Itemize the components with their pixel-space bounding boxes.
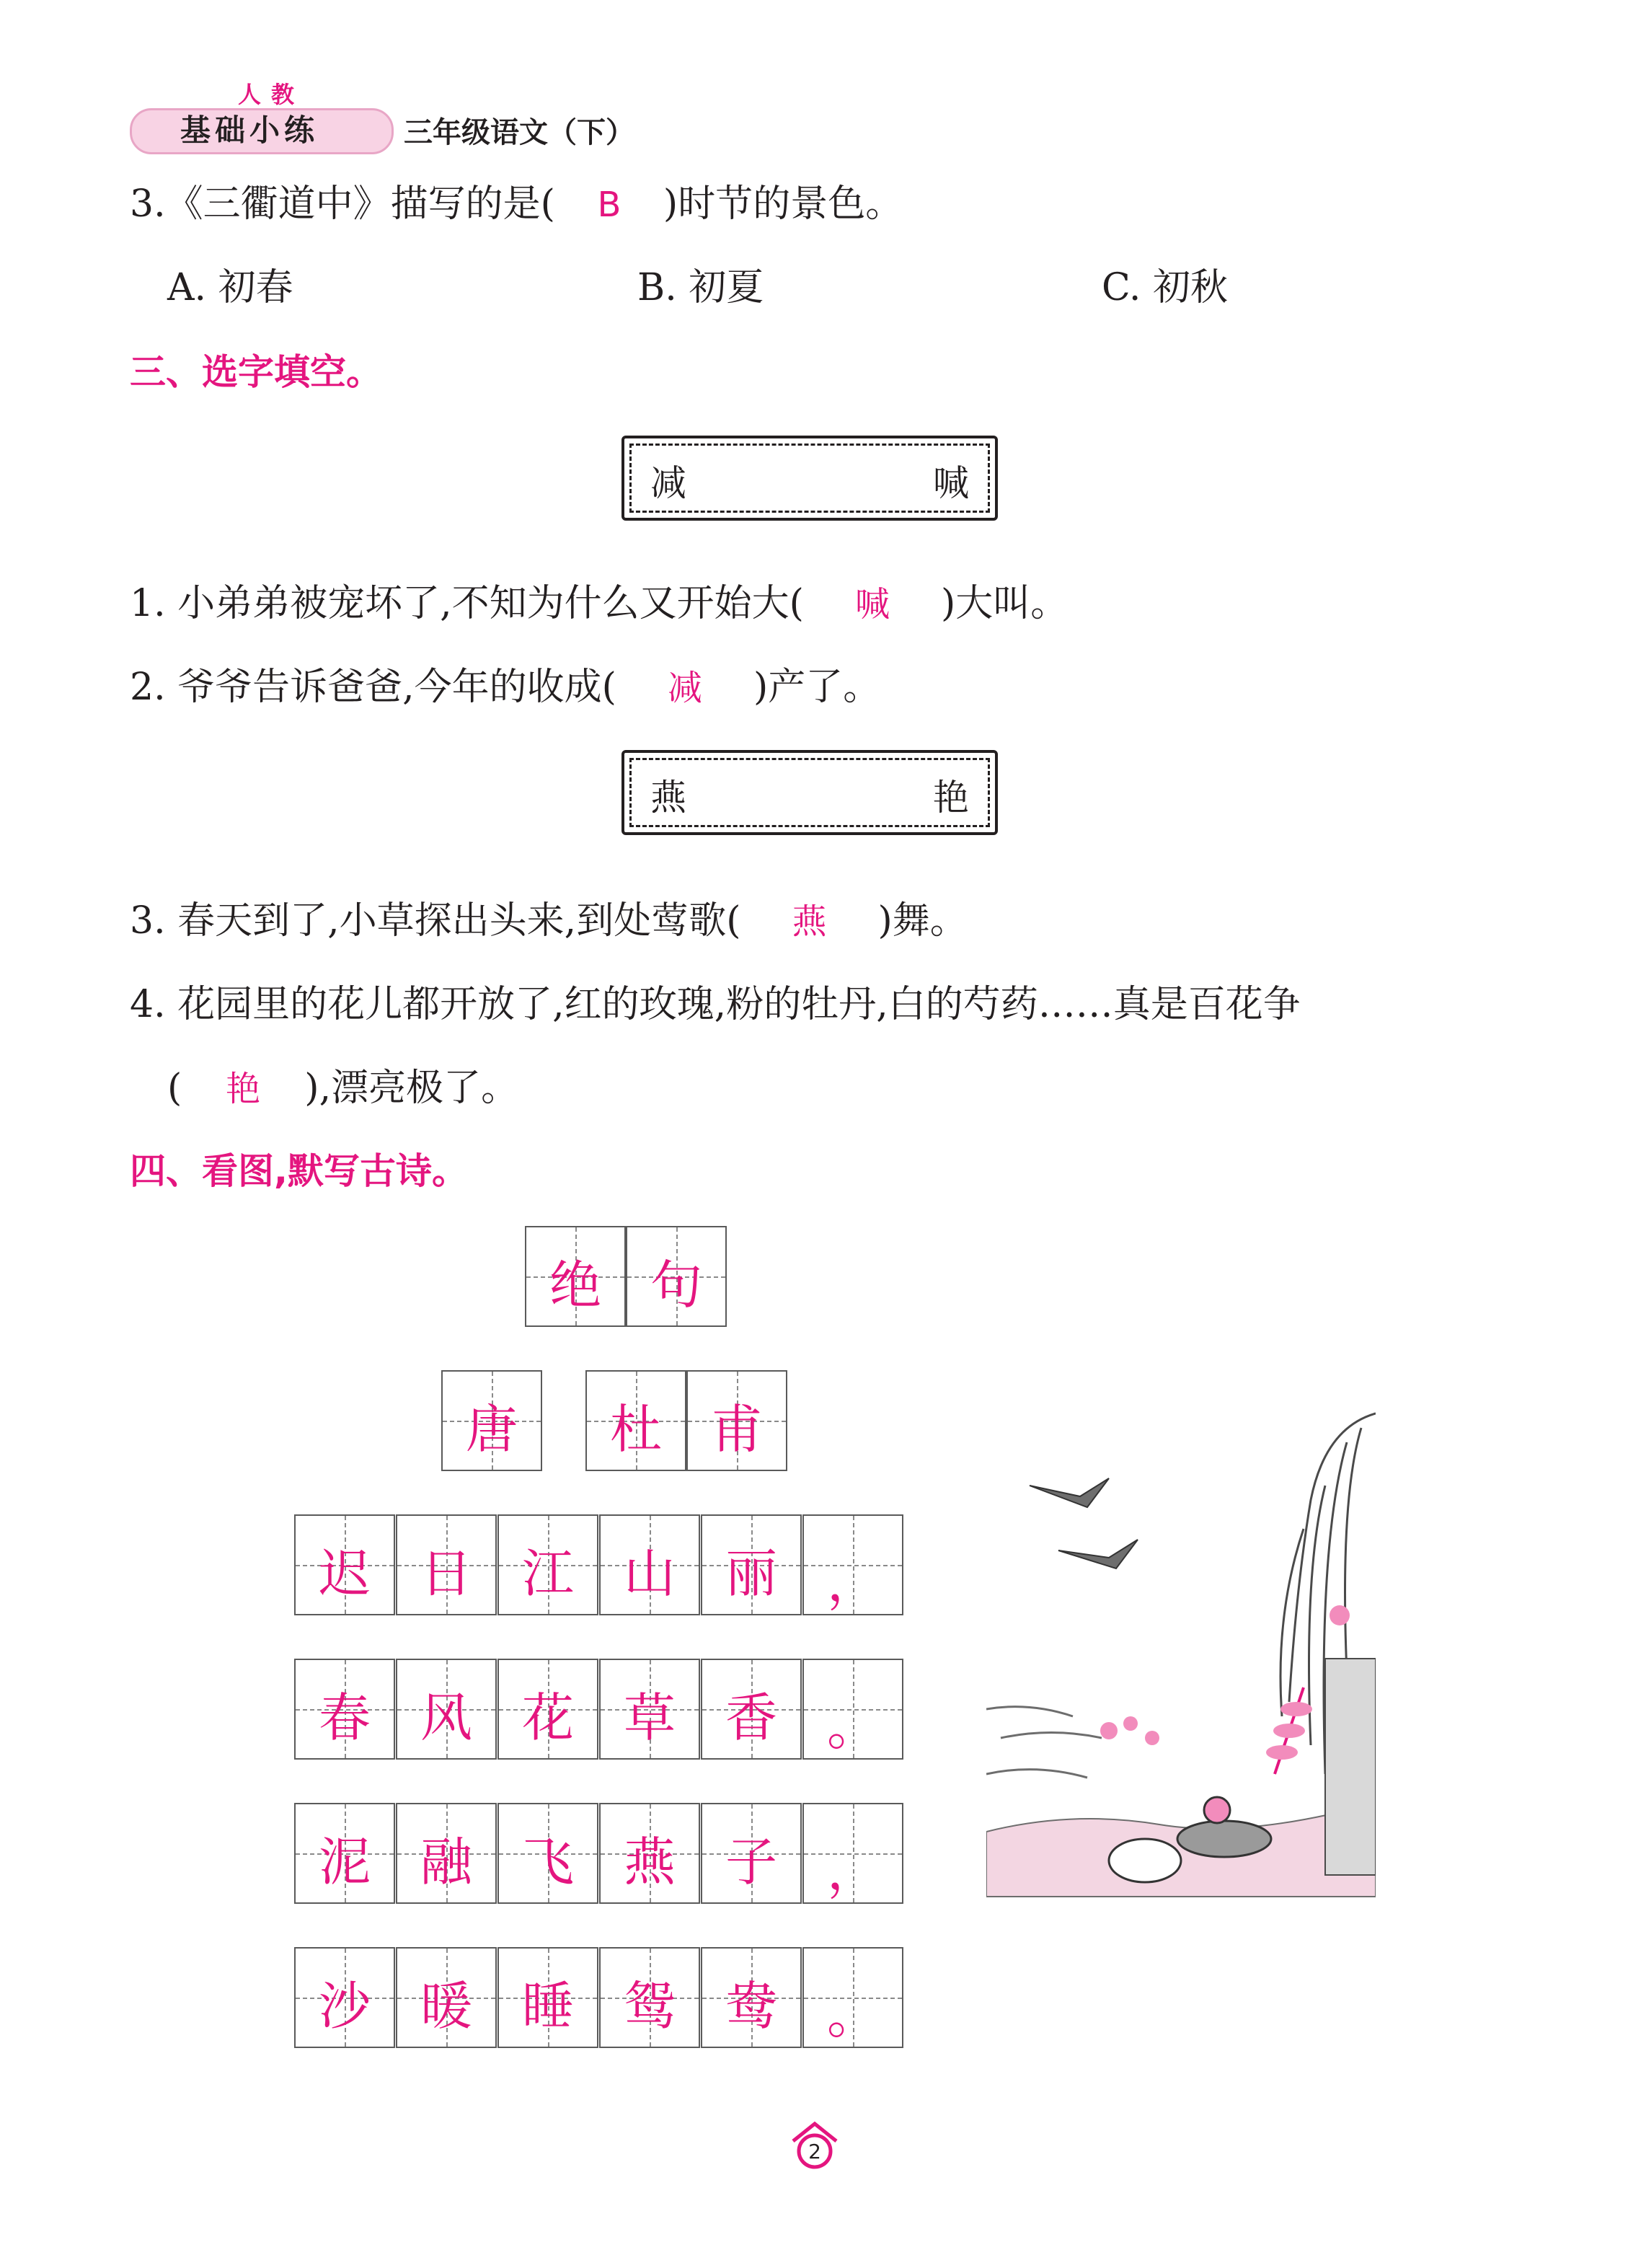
- header-brand: 基础小练: [180, 112, 319, 148]
- poem-cell: [802, 1659, 903, 1760]
- page-number: 2: [808, 2140, 821, 2163]
- word-box-2-char-1: 燕: [650, 777, 686, 818]
- poem-char: 风: [420, 1687, 472, 1748]
- option-b: B. 初夏: [637, 266, 764, 309]
- poem-char: 丽: [725, 1543, 777, 1604]
- poem-cell: [396, 1947, 497, 2048]
- poem-char: 飞: [521, 1832, 574, 1892]
- poem-punct: 。: [826, 1696, 879, 1757]
- poem-char: 泥: [318, 1832, 371, 1892]
- poem-cell: [701, 1514, 802, 1615]
- poem-char: 迟: [318, 1543, 371, 1604]
- poem-title-cell: [626, 1226, 727, 1327]
- poem-char: 鸳: [623, 1976, 676, 2037]
- fill-item-3-answer: 燕: [792, 901, 827, 942]
- flower: [1123, 1716, 1138, 1731]
- tree-trunk: [1325, 1659, 1376, 1875]
- fill-item-2: [130, 656, 880, 710]
- poem-cell: [294, 1803, 395, 1904]
- poem-cell: [396, 1659, 497, 1760]
- fill-item-3: [130, 890, 968, 944]
- fill-item-3-before: 3. 春天到了,小草探出头来,到处莺歌(: [130, 899, 741, 943]
- poem-cell: [396, 1514, 497, 1615]
- fill-item-1: [130, 573, 1068, 627]
- word-box-1-char-2: 喊: [933, 462, 969, 504]
- fill-item-4-answer: 艳: [226, 1069, 261, 1109]
- poem-cell: [701, 1947, 802, 2048]
- section-3-title: 三、选字填空。: [130, 351, 382, 393]
- poem-cell: [294, 1659, 395, 1760]
- option-a: A. 初春: [167, 266, 293, 309]
- poem-cell: [497, 1514, 598, 1615]
- flower: [1100, 1722, 1118, 1739]
- poem-char: 山: [623, 1543, 676, 1604]
- duck: [1109, 1839, 1181, 1882]
- poem-cell: [701, 1659, 802, 1760]
- word-box-1: [621, 436, 998, 521]
- fill-item-2-before: 2. 爷爷告诉爸爸,今年的收成(: [130, 666, 616, 709]
- plant-leaf: [1280, 1702, 1312, 1716]
- plant-leaf: [1273, 1724, 1305, 1738]
- poem-cell: [599, 1514, 700, 1615]
- poem-char: 鸯: [725, 1976, 777, 2037]
- poem-cell: [802, 1803, 903, 1904]
- word-box-2-char-2: 艳: [933, 777, 969, 818]
- fill-item-4-cont: [167, 1057, 518, 1111]
- poem-cell: [497, 1803, 598, 1904]
- poem-illustration: [986, 1399, 1376, 1904]
- water-shore: [986, 1803, 1376, 1897]
- dynasty-cell: [441, 1370, 542, 1471]
- fill-item-2-answer: 减: [667, 668, 702, 708]
- fill-item-1-after: )大叫。: [940, 582, 1069, 625]
- water-line: [986, 1770, 1087, 1778]
- fill-item-2-after: )产了。: [753, 666, 881, 709]
- poem-char: 子: [725, 1832, 777, 1892]
- question-3-suffix: )时节的景色。: [663, 182, 903, 226]
- duck-head: [1204, 1797, 1230, 1823]
- poem-cell: [802, 1947, 903, 2048]
- water-line: [986, 1707, 1073, 1716]
- poem-title-cell: [525, 1226, 626, 1327]
- water-line: [1001, 1733, 1102, 1739]
- swallow: [1058, 1540, 1138, 1568]
- poem-punct: 。: [826, 1985, 879, 2045]
- poem-punct: ，: [826, 1552, 879, 1612]
- section-4-title: 四、看图,默写古诗。: [130, 1150, 468, 1192]
- willow-branch: [1345, 1428, 1362, 1673]
- page-number-badge: [786, 2117, 844, 2174]
- fill-item-1-before: 1. 小弟弟被宠坏了,不知为什么又开始大(: [130, 582, 804, 625]
- poem-punct: ，: [826, 1840, 879, 1901]
- flower: [1330, 1605, 1350, 1625]
- fill-item-4: 4. 花园里的花儿都开放了,红的玫瑰,粉的牡丹,白的芍药……真是百花争: [130, 983, 1301, 1026]
- question-3-answer: B: [597, 185, 621, 225]
- dynasty-char: 唐: [465, 1399, 518, 1460]
- poem-title-char: 绝: [549, 1255, 601, 1315]
- fill-item-1-answer: 喊: [854, 584, 890, 625]
- poem-cell: [599, 1947, 700, 2048]
- poem-cell: [497, 1947, 598, 2048]
- poem-char: 香: [725, 1687, 777, 1748]
- fill-item-4-after: ),漂亮极了。: [304, 1067, 519, 1110]
- poem-char: 花: [521, 1687, 574, 1748]
- author-char: 甫: [710, 1399, 763, 1460]
- poem-cell: [802, 1514, 903, 1615]
- poem-char: 燕: [623, 1832, 676, 1892]
- poem-cell: [599, 1659, 700, 1760]
- poem-char: 沙: [318, 1976, 371, 2037]
- author-char: 杜: [609, 1399, 662, 1460]
- poem-char: 日: [420, 1543, 472, 1604]
- poem-cell: [599, 1803, 700, 1904]
- poem-cell: [497, 1659, 598, 1760]
- poem-char: 春: [318, 1687, 371, 1748]
- swallow: [1030, 1478, 1109, 1507]
- poem-char: 暖: [420, 1976, 472, 2037]
- poem-title-char: 句: [650, 1255, 702, 1315]
- word-box-1-char-1: 减: [650, 462, 686, 504]
- header-subject: 三年级语文（下）: [404, 116, 634, 149]
- poem-cell: [294, 1947, 395, 2048]
- word-box-2: [621, 750, 998, 835]
- option-c: C. 初秋: [1102, 266, 1228, 309]
- plant-leaf: [1266, 1745, 1298, 1760]
- poem-char: 睡: [521, 1976, 574, 2037]
- poem-cell: [701, 1803, 802, 1904]
- question-3: [130, 173, 903, 227]
- fill-item-4-open: (: [167, 1067, 182, 1110]
- poem-char: 融: [420, 1832, 472, 1892]
- author-cell: [686, 1370, 787, 1471]
- fill-item-3-after: )舞。: [877, 899, 968, 943]
- poem-char: 江: [521, 1543, 574, 1604]
- header-edition: 人教: [238, 81, 305, 108]
- flower: [1145, 1731, 1159, 1745]
- question-3-prefix: 3.《三衢道中》描写的是(: [130, 182, 555, 226]
- duck: [1177, 1821, 1271, 1857]
- poem-char: 草: [623, 1687, 676, 1748]
- poem-cell: [294, 1514, 395, 1615]
- author-cell: [585, 1370, 686, 1471]
- willow-branch: [1280, 1529, 1304, 1716]
- poem-cell: [396, 1803, 497, 1904]
